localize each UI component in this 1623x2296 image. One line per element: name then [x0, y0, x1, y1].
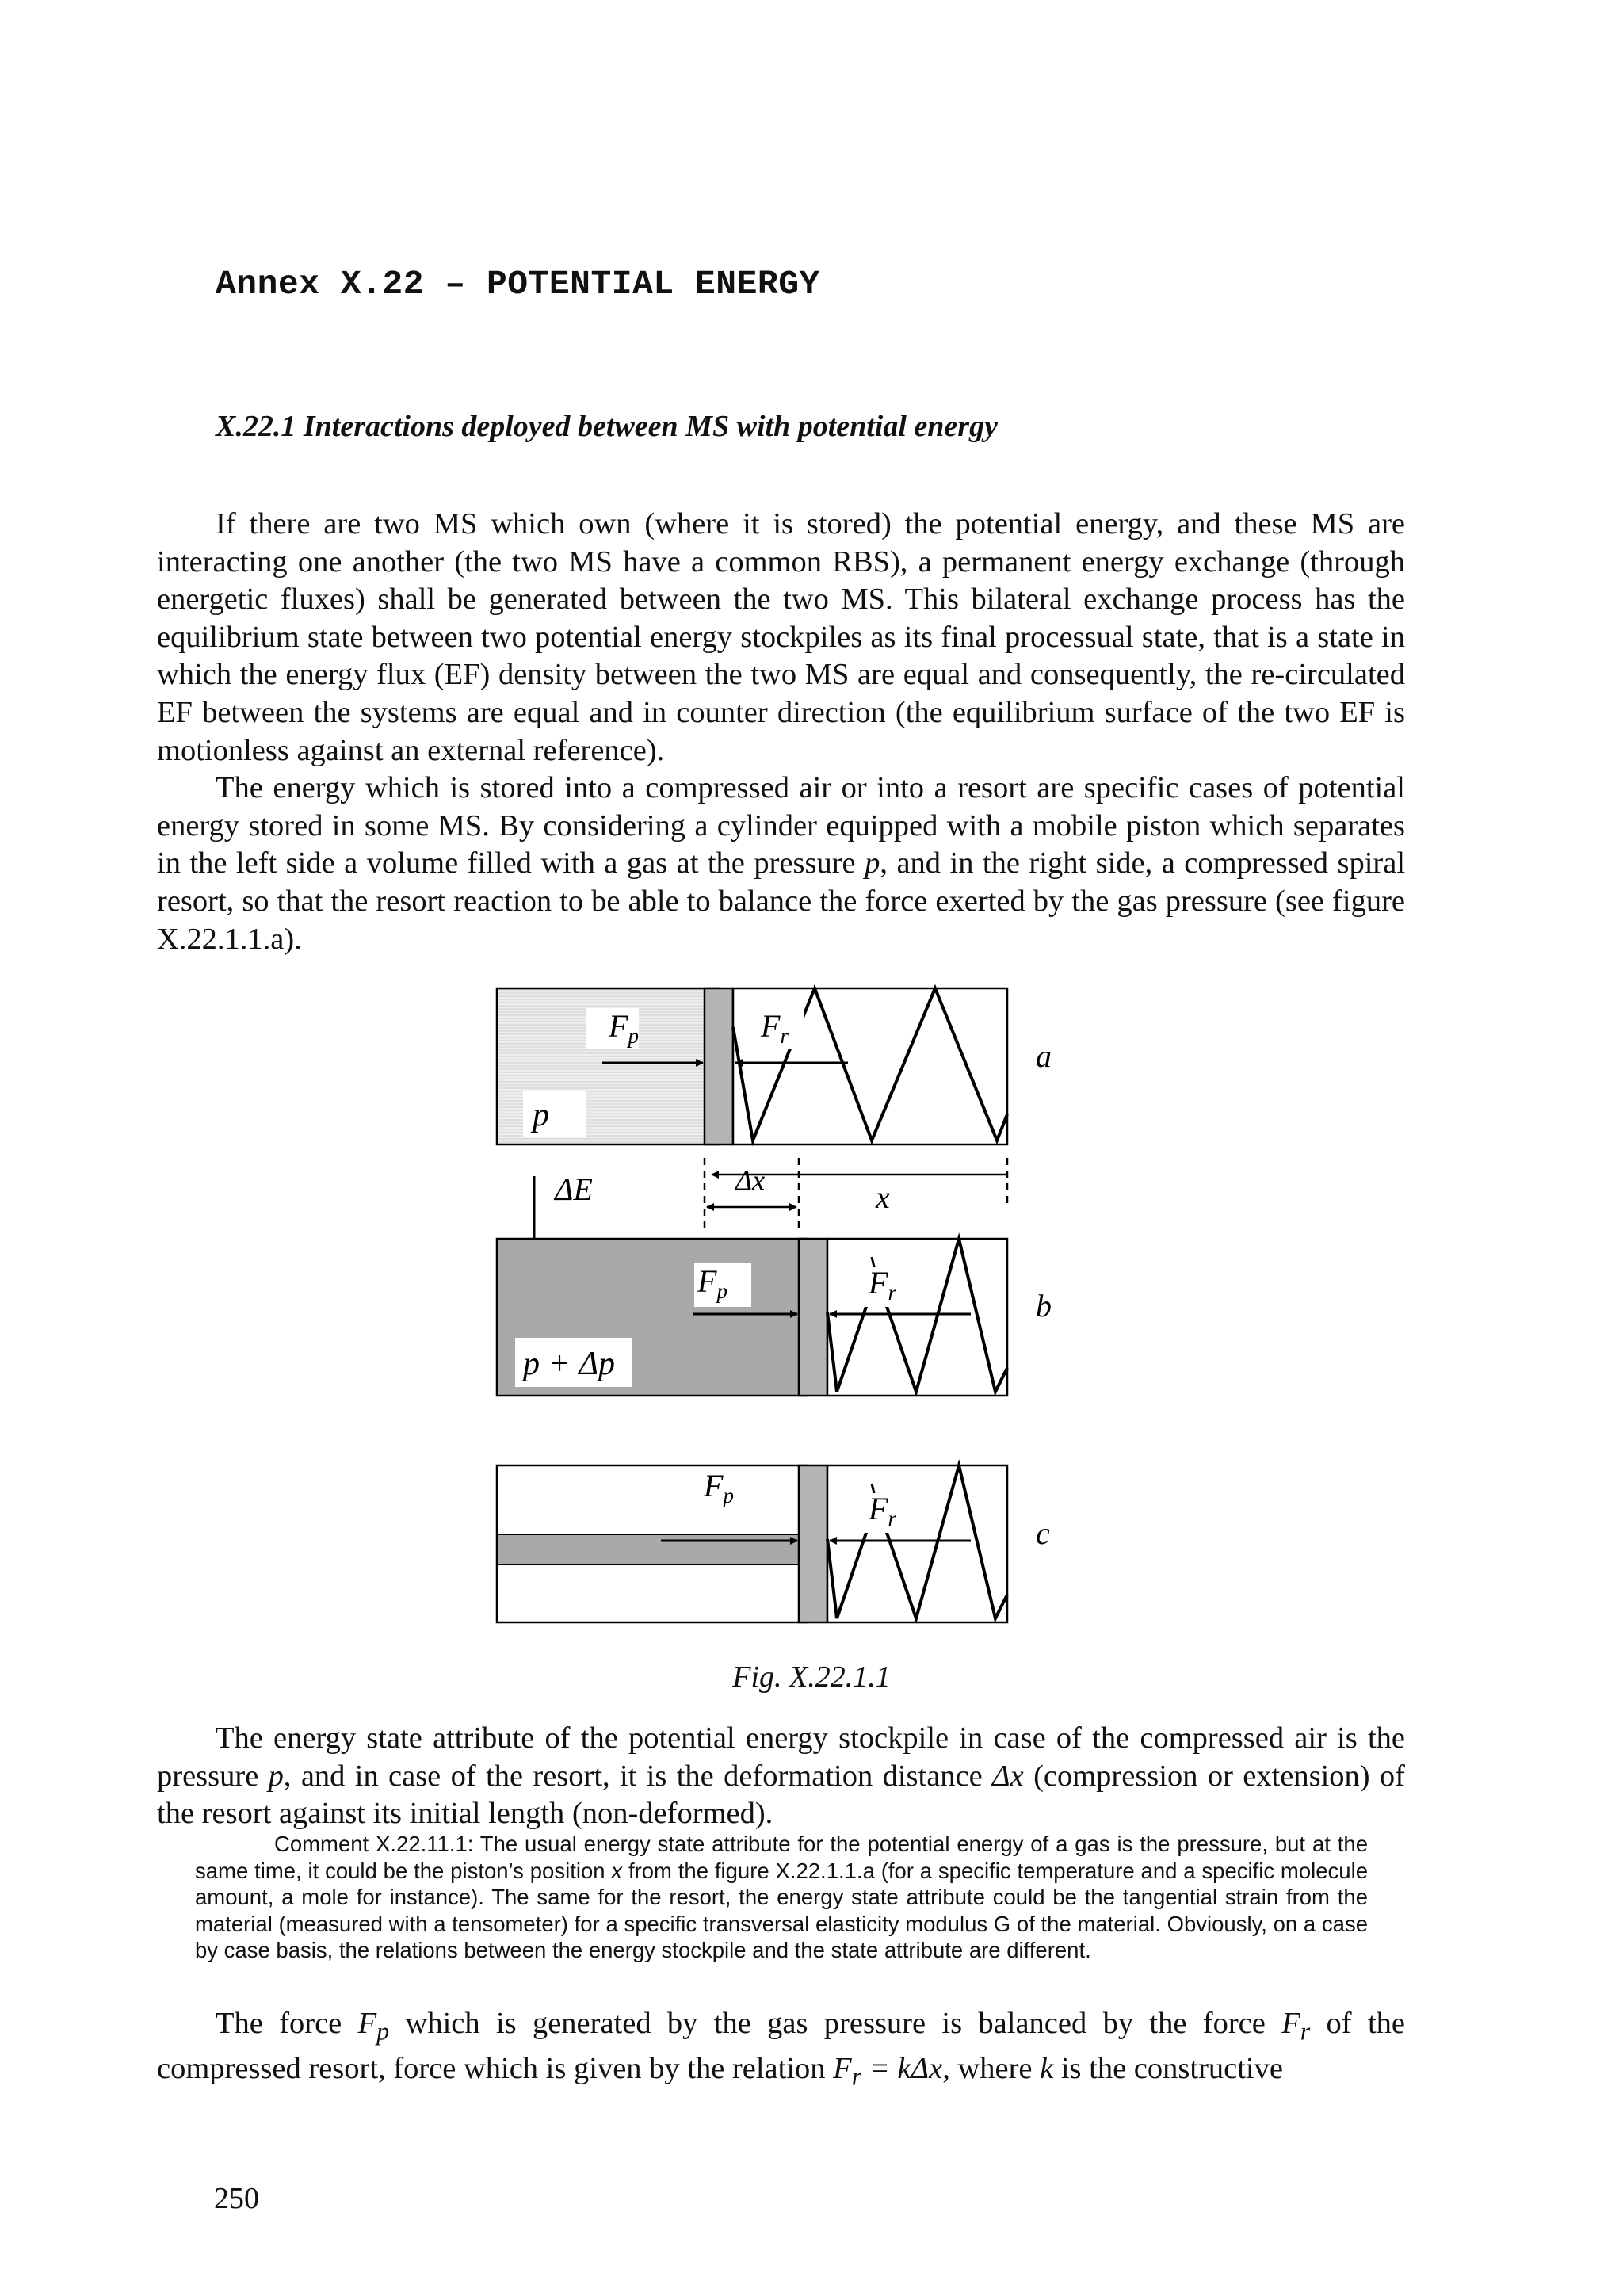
spring-chamber-b [827, 1239, 1007, 1396]
piston-b [799, 1239, 827, 1396]
p-dp-label: p + Δp [523, 1346, 615, 1382]
p-label-a: p [533, 1097, 549, 1133]
panel-c [497, 1465, 1050, 1622]
figure-caption: Fig. X.22.1.1 [732, 1660, 891, 1694]
fr-label-b: $F_r$ [869, 1265, 896, 1305]
spring-equation: $F_r = k\Delta x$ [833, 2052, 943, 2091]
section-title: X.22.1 Interactions deployed between MS with potential energy [216, 410, 998, 443]
paragraph-force-balance: The force $F_p$ which is generated by the gas pressure is balanced by the force $F_r$ of the compressed resort, force which is given by the relation $F_r = k\Delta x$, where k is the constructive [157, 2007, 1406, 2091]
dx-label: Δx [735, 1164, 766, 1196]
de-label: ΔE [555, 1171, 593, 1207]
panel-b [497, 1239, 1052, 1396]
body-block-1 [157, 506, 1405, 958]
label-b: b [1036, 1288, 1052, 1324]
paragraph-state-attribute: The energy state attribute of the potential energy stockpile in case of the compressed air is the pressure p, and in case of the resort, it is the deformation distance Δx (compression or extension) of the resort against its initial length (non-deformed). [157, 1721, 1405, 1831]
fr-label-a: $F_r$ [761, 1008, 789, 1048]
paragraph-interactions: If there are two MS which own (where it is stored) the potential energy, and these MS are interacting one another (the two MS have a common RBS), a permanent energy exchange (through energetic fluxes) shall be generated between the two MS. This bilateral exchange process has the equilibrium state between two potential energy stockpiles as its final processual state, that is a state in which the energy flux (EF) density between the two MS are equal and consequently, the re-circulated EF between the systems are equal and in counter direction (the equilibrium surface of the two EF is motionless against an external reference). [157, 507, 1405, 767]
page-number: 250 [214, 2182, 259, 2215]
paragraph-stored-energy: The energy which is stored into a compressed air or into a resort are specific cases of potential energy stored in some MS. By considering a cylinder equipped with a mobile piston which separates in the left side a volume filled with a gas at the pressure p, and in the right side, a compressed spiral resort, so that the resort reaction to be able to balance the force exerted by the gas pressure (see figure X.22.1.1.a). [157, 771, 1406, 956]
x-label: x [876, 1179, 890, 1215]
label-a: a [1036, 1038, 1052, 1074]
annex-title: Annex X.22 – POTENTIAL ENERGY [216, 265, 820, 304]
piston-c [799, 1465, 827, 1622]
comment-block [195, 1831, 1368, 1964]
comment-paragraph: Comment X.22.11.1: The usual energy state attribute for the potential energy of a gas is the pressure, but at the same time, it could be the piston’s position x from the figure X.22.1.1.a (for a specific temperature and a specific molecule amount, a mole for instance). The same for the resort, the energy state attribute could be the tangential strain from the material (measured with a tensometer) for a specific transversal elasticity modulus G of the material. Obviously, on a case by case basis, the relations between the energy stockpile and the state attribute are different. [195, 1832, 1368, 1962]
body-block-3 [157, 2005, 1405, 2096]
piston-a [705, 988, 733, 1144]
gas-band-c [497, 1534, 806, 1564]
fp-label-c: $F_p$ [704, 1468, 734, 1507]
piston-spring-figure [483, 980, 1133, 1653]
fp-label-b: $F_p$ [697, 1263, 727, 1303]
body-block-2 [157, 1720, 1405, 1833]
panel-a [497, 988, 1052, 1144]
label-c: c [1036, 1515, 1050, 1551]
fr-label-c: $F_r$ [869, 1491, 896, 1530]
spring-chamber-c [827, 1465, 1007, 1622]
fp-label-a: $F_p$ [609, 1008, 639, 1048]
